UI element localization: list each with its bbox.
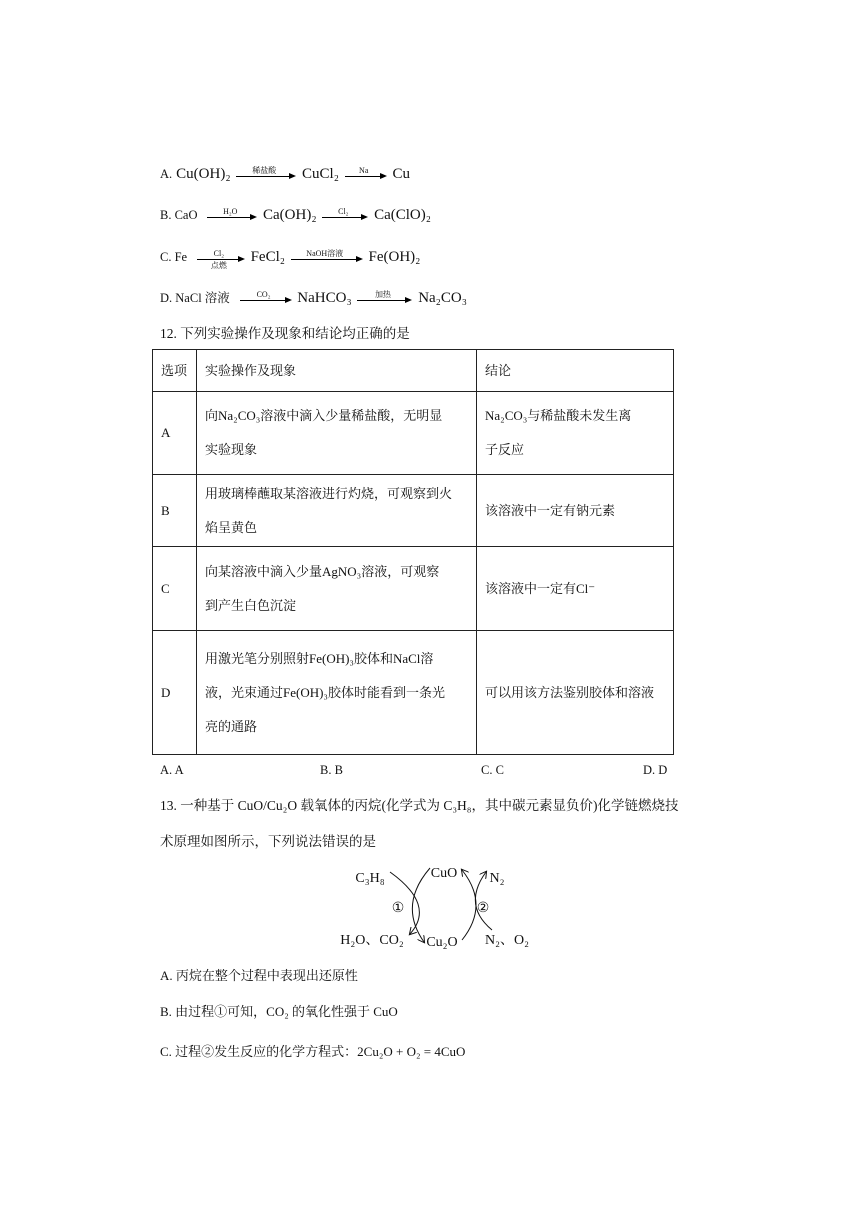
formula: FeCl₂	[250, 249, 285, 265]
q13-choice-c: C. 过程②发生反应的化学方程式：2Cu₂O + O₂ = 4CuO	[160, 1044, 466, 1059]
formula: Cu	[392, 166, 410, 182]
reaction-arrow	[357, 291, 412, 307]
arrow-condition-below: 点燃	[210, 260, 227, 270]
cell-line: 向某溶液中滴入少量AgNO₃溶液，可观察	[205, 563, 440, 579]
cell-line: 亮的通路	[205, 718, 258, 734]
step-2-label: ②	[476, 901, 490, 916]
chemical-looping-diagram	[330, 855, 550, 955]
table-row	[153, 392, 674, 475]
option-c	[160, 246, 420, 268]
row-conclusion	[477, 475, 674, 547]
q12-choice-b: B. B	[320, 763, 343, 777]
cell-line: 该溶液中一定有钠元素	[485, 502, 616, 518]
row-operation	[197, 392, 477, 475]
n2-out-label: N₂	[489, 871, 505, 886]
question-13-stem-line-1: 13. 一种基于 CuO/Cu₂O 载氧体的丙烷(化学式为 C₃H₈，其中碳元素显负价)化学链燃烧技	[160, 798, 679, 813]
formula: CuCl₂	[302, 166, 339, 182]
row-operation	[197, 631, 477, 755]
arrow-condition: 稀盐酸	[252, 165, 277, 175]
q13-choice-b: B. 由过程①可知，CO₂ 的氧化性强于 CuO	[160, 1004, 398, 1019]
table-row	[153, 631, 674, 755]
arrow-condition: CO₂	[256, 289, 271, 299]
step-1-label: ①	[391, 901, 405, 916]
cell-line: 子反应	[485, 442, 525, 457]
reaction-arrow	[207, 208, 257, 224]
cell-line: 可以用该方法鉴别胶体和溶液	[485, 684, 655, 700]
q12-choice-d: D. D	[643, 763, 668, 777]
cell-line: 到产生白色沉淀	[205, 597, 297, 613]
reaction-arrow	[291, 250, 363, 266]
cell-line: 向Na₂CO₃溶液中滴入少量稀盐酸，无明显	[205, 408, 443, 423]
cell-line: 该溶液中一定有Cl⁻	[485, 580, 596, 596]
propane-label: C₃H₈	[355, 871, 385, 886]
cell-line: 用玻璃棒蘸取某溶液进行灼烧，可观察到火	[205, 485, 453, 501]
arrow-condition: Na	[359, 165, 369, 175]
experiment-table	[152, 349, 674, 755]
reaction-arrow	[322, 208, 368, 224]
cell-line: 用激光笔分别照射Fe(OH)₃胶体和NaCl溶	[205, 650, 434, 666]
option-b	[160, 204, 431, 226]
cuo-label: CuO	[430, 866, 458, 881]
reaction-arrow	[345, 167, 387, 183]
formula: NaHCO₃	[297, 290, 352, 306]
formula: Na₂CO₃	[418, 290, 467, 306]
arrow-condition: Cl₂	[213, 248, 225, 258]
cu2o-to-cuo-arrow	[462, 870, 476, 940]
cu2o-label: Cu₂O	[426, 935, 458, 950]
cell-line: 焰呈黄色	[205, 519, 258, 535]
reaction-arrow	[236, 167, 296, 183]
option-d	[160, 287, 467, 309]
header-conclusion: 结论	[477, 350, 674, 392]
option-label: C. Fe	[160, 250, 188, 264]
q12-choice-c: C. C	[481, 763, 504, 777]
row-option: A	[153, 392, 197, 475]
q12-choice-a: A. A	[160, 763, 184, 777]
arrow-condition: Cl₂	[338, 206, 349, 216]
reaction-arrow	[197, 248, 245, 270]
option-label: D. NaCl 溶液	[160, 291, 230, 305]
row-operation	[197, 475, 477, 547]
row-conclusion	[477, 631, 674, 755]
table-row	[153, 475, 674, 547]
formula: Cu(OH)₂	[176, 166, 231, 182]
option-a	[160, 163, 410, 185]
formula: Ca(ClO)₂	[374, 207, 431, 223]
question-12-stem: 12. 下列实验操作及现象和结论均正确的是	[160, 326, 410, 341]
air-label: N₂、O₂	[485, 933, 529, 948]
formula: Fe(OH)₂	[368, 249, 421, 265]
header-operation: 实验操作及现象	[197, 350, 477, 392]
arrow-condition: NaOH溶液	[306, 248, 344, 258]
row-conclusion	[477, 547, 674, 631]
row-conclusion	[477, 392, 674, 475]
row-option: D	[153, 631, 197, 755]
reaction-arrow	[240, 291, 292, 307]
cell-line: 液，光束通过Fe(OH)₃胶体时能看到一条光	[205, 684, 445, 700]
row-option: B	[153, 475, 197, 547]
cell-line: 实验现象	[205, 442, 258, 457]
question-13-stem-line-2: 术原理如图所示，下列说法错误的是	[160, 834, 376, 849]
arrow-condition: 加热	[374, 289, 391, 299]
option-label: B. CaO	[160, 208, 198, 222]
table-row	[153, 547, 674, 631]
row-option: C	[153, 547, 197, 631]
cuo-to-cu2o-arrow	[412, 868, 430, 942]
products-label: H₂O、CO₂	[340, 933, 404, 948]
table-header-row	[153, 350, 674, 392]
option-label: A.	[160, 167, 173, 181]
header-option: 选项	[153, 350, 197, 392]
formula: Ca(OH)₂	[263, 207, 317, 223]
cell-line: Na₂CO₃与稀盐酸未发生离	[485, 408, 632, 423]
q13-choice-a: A. 丙烷在整个过程中表现出还原性	[160, 968, 358, 983]
arrow-condition: H₂O	[223, 206, 238, 216]
row-operation	[197, 547, 477, 631]
